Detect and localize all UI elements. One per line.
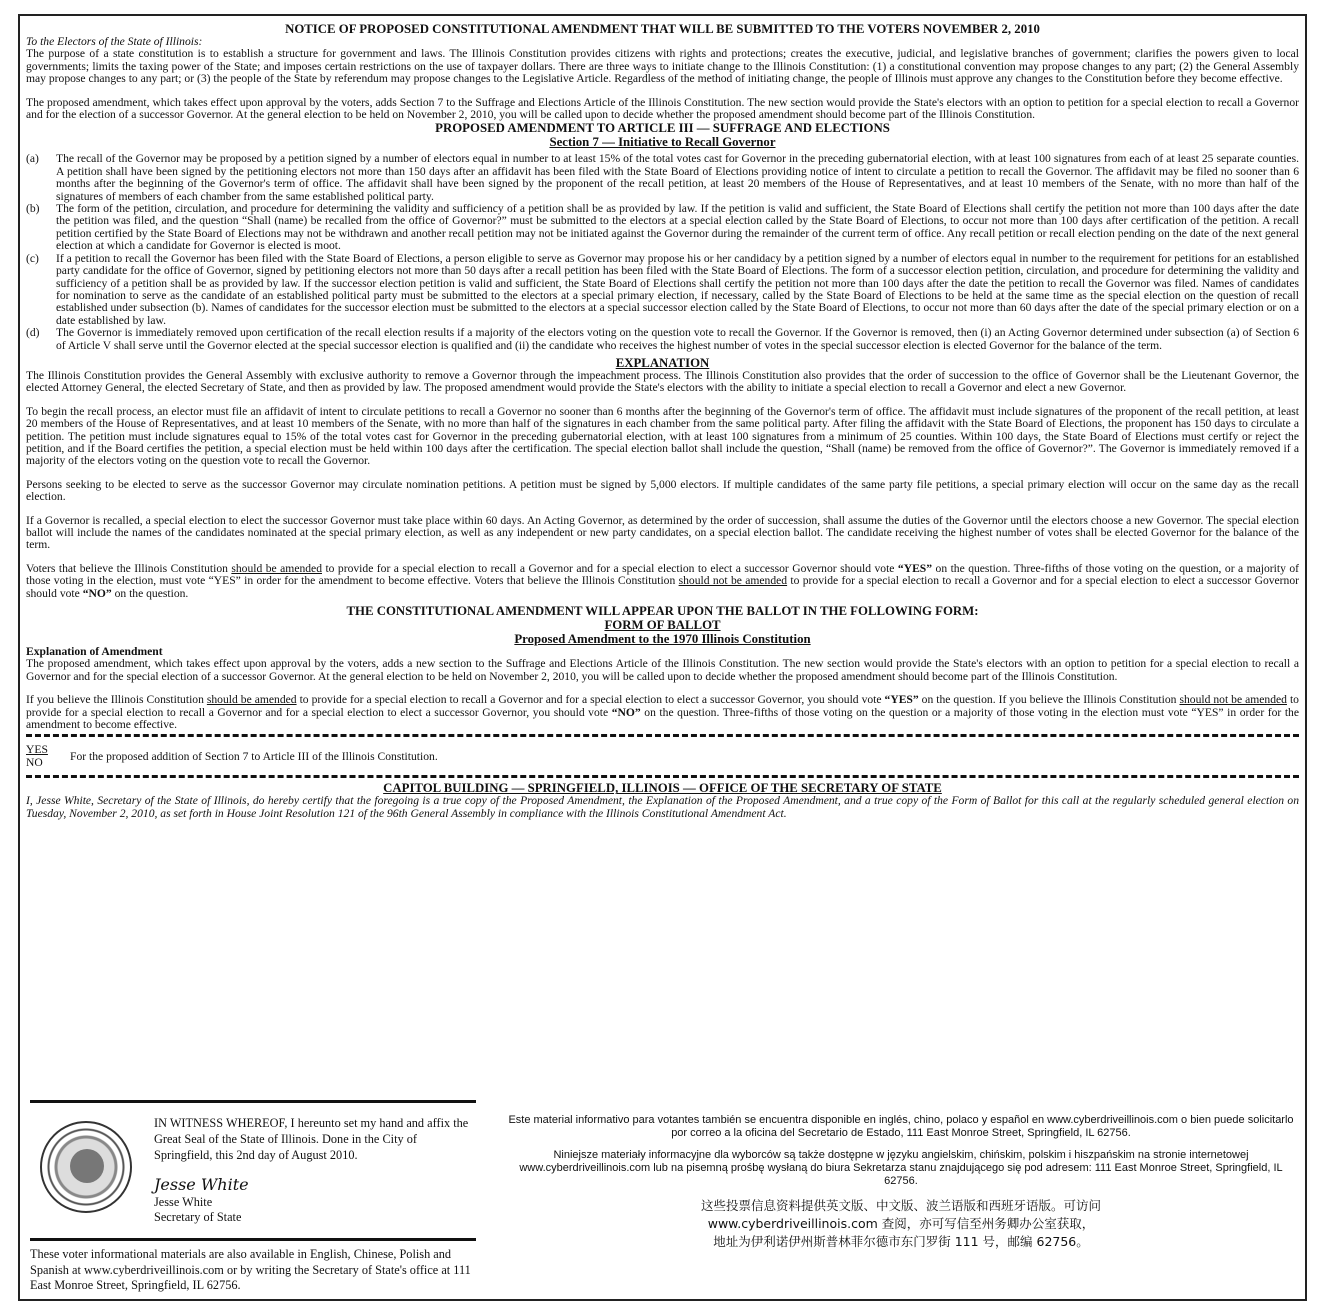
intro-paragraph-2: The proposed amendment, which takes effect upon approval by the voters, adds Section 7 to the Suffrage and Elections Article of the Illinois Constitution. The new section would provide the State's electors with an option to petition for a special election to recall a Governor and for the election of a successor Governor. At the general election to be held on November 2, 2010, you will be called upon to decide whether the proposed amendment should become part of the Illinois Constitution. bbox=[26, 95, 1299, 122]
notice-body bbox=[26, 22, 1299, 820]
ballot-paragraph-2: If you believe the Illinois Constitution should be amended to provide for a special election to recall a Governor and for a special election to elect a successor Governor, you should vote “YES” on the question. If you believe the Illinois Constitution should not be amended to provide for a special election to recall a Governor and for a special election to elect a successor Governor, you should vote “NO” on the question. Three-fifths of those voting on the question or a majority of those voting in the election must vote “YES” in order for the amendment to become effective. bbox=[26, 693, 1299, 732]
ballot-heading: THE CONSTITUTIONAL AMENDMENT WILL APPEAR UPON THE BALLOT IN THE FOLLOWING FORM: bbox=[346, 604, 979, 619]
vote-question-text: For the proposed addition of Section 7 to Article III of the Illinois Constitution. bbox=[70, 749, 438, 763]
salutation: To the Electors of the State of Illinois: bbox=[26, 35, 203, 48]
certification-text: I, Jesse White, Secretary of the State of Illinois, do hereby certify that the foregoing is a true copy of the Proposed Amendment, the Explanation of the Proposed Amendment, and a true copy of the Form of Ballot for this call at the regularly scheduled general election on Tuesday, November 2, 2010, as set forth in House Joint Resolution 121 of the 96th General Assembly in compliance with the Illinois Constitutional Amendment Act. bbox=[26, 794, 1299, 820]
certification-heading: CAPITOL BUILDING — SPRINGFIELD, ILLINOIS — OFFICE OF THE SECRETARY OF STATE bbox=[383, 781, 942, 796]
dashed-divider bbox=[26, 775, 1299, 778]
form-of-ballot-heading: FORM OF BALLOT bbox=[604, 618, 721, 633]
section-text: The form of the petition, circulation, and procedure for determining the validity and sufficiency of a petition shall be as provided by law. If the petition is valid and sufficient, the State Board of Elections shall certify the petition not more than 100 days after the date the petition was filed, and the question “Shall (name) be recalled from the office of Governor?” must be submitted to the electors at a special election called by the State Board of Elections, to occur not more than 100 days after certification of the petition. A recall petition certified by the State Board of Elections may not be withdrawn and another recall petition may not be initiated against the Governor during the remainder of the current term of office. Any recall petition or recall election pending on the date of the next general election at which a candidate for Governor is elected is moot. bbox=[56, 202, 1299, 253]
section-label: (b) bbox=[26, 202, 40, 216]
no-option: NO bbox=[26, 756, 43, 770]
explanation-paragraph-5: Voters that believe the Illinois Constitution should be amended to provide for a special election to recall a Governor and for a special election to elect a successor Governor should vote “YES” on the question. Three-fifths of those voting on the question, or a majority of those voting in the election, must vote “YES” in order for the amendment to become effective. Voters that believe the Illinois Constitution should not be amended to provide for a special election to recall a Governor and for a special election to elect a successor Governor should vote “NO” on the question. bbox=[26, 561, 1300, 600]
explanation-paragraph-2: To begin the recall process, an elector must file an affidavit of intent to circulate petitions to recall a Governor no sooner than 6 months after the beginning of the Governor's term of office. The affidavit must include signatures of the proponent of the recall petition, at least 20 members of the House of Representatives, and at least 10 members of the Senate, with no more than half of the signatures in each chamber from the same political party. After filing the affidavit with the State Board of Elections, the proponent has 150 days to circulate a petition. The petition must include signatures equal to 15% of the total votes cast for Governor in the preceding gubernatorial election, with at least 100 signatures from a minimum of 25 counties. Within 100 days, the State Board of Elections must certify or reject the petition, and if the Board certifies the petition, a special election must be held within 100 days after the certification. The special election ballot shall include the question, “Shall (name) be removed from the office of Governor?”. The Governor is immediately removed if a majority of the electors voting on the question vote to recall the Governor. bbox=[26, 404, 1299, 468]
section-text: The Governor is immediately removed upon certification of the recall election results if a majority of the electors voting on the question vote to recall the Governor. If the Governor is removed, then (i) an Acting Governor determined under subsection (a) of Section 6 of Article V shall serve until the Governor elected at the special successor election is qualified and (ii) the candidate who receives the highest number of votes in the special successor election is elected Governor for the balance of the term. bbox=[56, 326, 1299, 352]
section-text: If a petition to recall the Governor has been filed with the State Board of Elections, a person eligible to serve as Governor may propose his or her candidacy by a petition signed by a number of electors equal in number to the requirement for petitions for an established party candidate for the office of Governor, signed by petitioning electors not more than 50 days after a recall petition has been filed with the State Board of Elections. The form of a successor election petition, circulation, and procedure for determining the validity and sufficiency of a petition shall be as provided by law. If the successor election petition is valid and sufficient, the State Board of Elections shall certify the petition not more than 100 days after the date the petition to recall the Governor was filed. Names of candidates for nomination to serve as the candidate of an established political party must be submitted to the electors at a special primary election, if necessary, called by the State Board of Elections to be held at the same time as the special election on the question of recall established under subsection (b). Names of candidates for the successor election must be submitted to the electors at a special successor election called by the State Board of Elections, to occur not more than 60 days after the date of the special primary election or on a date established by law. bbox=[56, 251, 1299, 327]
witness-text-block bbox=[154, 1115, 474, 1225]
availability-notice: These voter informational materials are also available in English, Chinese, Polish and Spanish at www.cyberdriveillinois.com or by writing the Secretary of State's office at 111 East Monroe Street, Springfield, IL 62756. bbox=[30, 1238, 476, 1294]
section-label: (a) bbox=[26, 152, 39, 166]
section-c bbox=[26, 253, 1299, 327]
section-b bbox=[26, 203, 1299, 253]
ballot-paragraph-1: The proposed amendment, which takes effect upon approval by the voters, adds a new section to the Suffrage and Elections Article of the Illinois Constitution. The new section would provide the State's electors with an option to petition for a special election to recall a Governor and for the special election of a successor Governor. At the general election to be held on November 2, 2010, you will be called upon to decide whether the proposed amendment should become part of the Illinois Constitution. bbox=[26, 657, 1299, 683]
witness-block bbox=[30, 1100, 476, 1224]
signature: Jesse White bbox=[154, 1175, 249, 1194]
spanish-notice: Este material informativo para votantes también se encuentra disponible en inglés, chino, polaco y español en www.cyberdriveillinois.com o bien puede solicitarlo por correo a la oficina del Secretario de Estado, 111 East Monroe Street, Springfield, IL 62756. bbox=[508, 1114, 1294, 1139]
witness-statement: IN WITNESS WHEREOF, I hereunto set my hand and affix the Great Seal of the State of Illinois. Done in the City of Springfield, this 2nd day of August 2010. bbox=[154, 1116, 469, 1162]
chinese-line: www.cyberdriveillinois.com 查阅，亦可写信至州务卿办公室获取， bbox=[707, 1216, 1095, 1231]
state-seal-icon bbox=[40, 1121, 132, 1213]
section-label: (d) bbox=[26, 326, 40, 340]
notice-title: NOTICE OF PROPOSED CONSTITUTIONAL AMENDMENT THAT WILL BE SUBMITTED TO THE VOTERS NOVEMBER 2, 2010 bbox=[285, 22, 1040, 36]
amendment-heading: PROPOSED AMENDMENT TO ARTICLE III — SUFFRAGE AND ELECTIONS bbox=[435, 121, 890, 136]
polish-notice: Niniejsze materiały informacyjne dla wyborców są także dostępne w języku angielskim, chińskim, polskim i hiszpańskim na stronie internetowej www.cyberdriveillinois.com lub na pisemną prośbę wysłaną do biura Sekretarza stanu znajdującego się pod adresem: 111 East Monroe Street, Springfield, IL 62756. bbox=[519, 1149, 1283, 1187]
chinese-line: 这些投票信息资料提供英文版、中文版、波兰语版和西班牙语版。可访问 bbox=[700, 1198, 1101, 1213]
explanation-of-amendment-heading: Explanation of Amendment bbox=[26, 645, 163, 659]
section-label: (c) bbox=[26, 251, 39, 265]
intro-paragraph-1: The purpose of a state constitution is to establish a structure for government and laws. The Illinois Constitution provides citizens with rights and protections; creates the executive, judicial, and legislative branches of government; clarifies the powers given to local governments; limits the taxing power of the State; and imposes certain restrictions on the use of taxpayer dollars. There are three ways to initiate change to the Illinois Constitution: (1) a constitutional convention may propose changes to any part; (2) the General Assembly may propose changes to any part; or (3) the people of the State by referendum may propose changes to the Legislative Article. Regardless of the method of initiating change, the people of Illinois must approve any changes to the Constitution before they become effective. bbox=[26, 47, 1299, 86]
dashed-divider bbox=[26, 734, 1299, 737]
section-d bbox=[26, 327, 1299, 352]
translations-block bbox=[506, 1114, 1296, 1251]
signer-name: Jesse White bbox=[154, 1195, 213, 1209]
explanation-heading: EXPLANATION bbox=[615, 355, 710, 370]
chinese-notice bbox=[506, 1197, 1296, 1251]
section-text: The recall of the Governor may be proposed by a petition signed by a number of electors equal in number to at least 15% of the total votes cast for Governor in the preceding gubernatorial election, with at least 100 signatures from each of at least 25 separate counties. A petition shall have been signed by the petitioning electors not more than 150 days after an affidavit has been filed with the State Board of Elections providing notice of intent to circulate a petition to recall the Governor. The affidavit may be filed no sooner than 6 months after the beginning of the Governor's term of office. The affidavit shall have been signed by the proponent of the recall petition, at least 20 members of the House of Representatives, and at least 10 members of the Senate, with no more than half of the signatures of members of each chamber from the same established political party. bbox=[56, 152, 1299, 203]
explanation-paragraph-1: The Illinois Constitution provides the General Assembly with exclusive authority to remove a Governor through the impeachment process. The Illinois Constitution also provides that the order of succession to the office of Governor shall be the Lieutenant Governor, the elected Attorney General, the elected Secretary of State, and then as provided by law. The proposed amendment would provide the State's electors with the ability to initiate a special election to recall a Governor and elect a new Governor. bbox=[26, 368, 1299, 395]
amendment-subheading: Section 7 — Initiative to Recall Governor bbox=[549, 135, 776, 150]
explanation-paragraph-3: Persons seeking to be elected to serve as the successor Governor may circulate nomination petitions. A petition must be signed by 5,000 electors. If multiple candidates of the same party file petitions, a special primary election will occur on the same day as the recall election. bbox=[26, 477, 1299, 504]
section-a bbox=[26, 153, 1299, 203]
explanation-paragraph-4: If a Governor is recalled, a special election to elect the successor Governor must take place within 60 days. An Acting Governor, as determined by the order of succession, shall assume the duties of the Governor until the electors choose a new Governor. The special election ballot will include the names of the candidates nominated at the special primary election, as well as any independent or new party candidates, on a special election ballot. The candidate receiving the highest number of votes shall be elected Governor for the balance of the term. bbox=[26, 513, 1299, 552]
yes-option: YES bbox=[26, 743, 48, 757]
ballot-subheading: Proposed Amendment to the 1970 Illinois Constitution bbox=[514, 632, 811, 647]
ballot-vote-row bbox=[26, 740, 1299, 772]
signer-title: Secretary of State bbox=[154, 1210, 242, 1224]
yes-no-options bbox=[26, 743, 70, 769]
chinese-line: 地址为伊利诺伊州斯普林菲尔德市东门罗街 111 号，邮编 62756。 bbox=[713, 1234, 1089, 1249]
signature-area bbox=[26, 1096, 1299, 1296]
